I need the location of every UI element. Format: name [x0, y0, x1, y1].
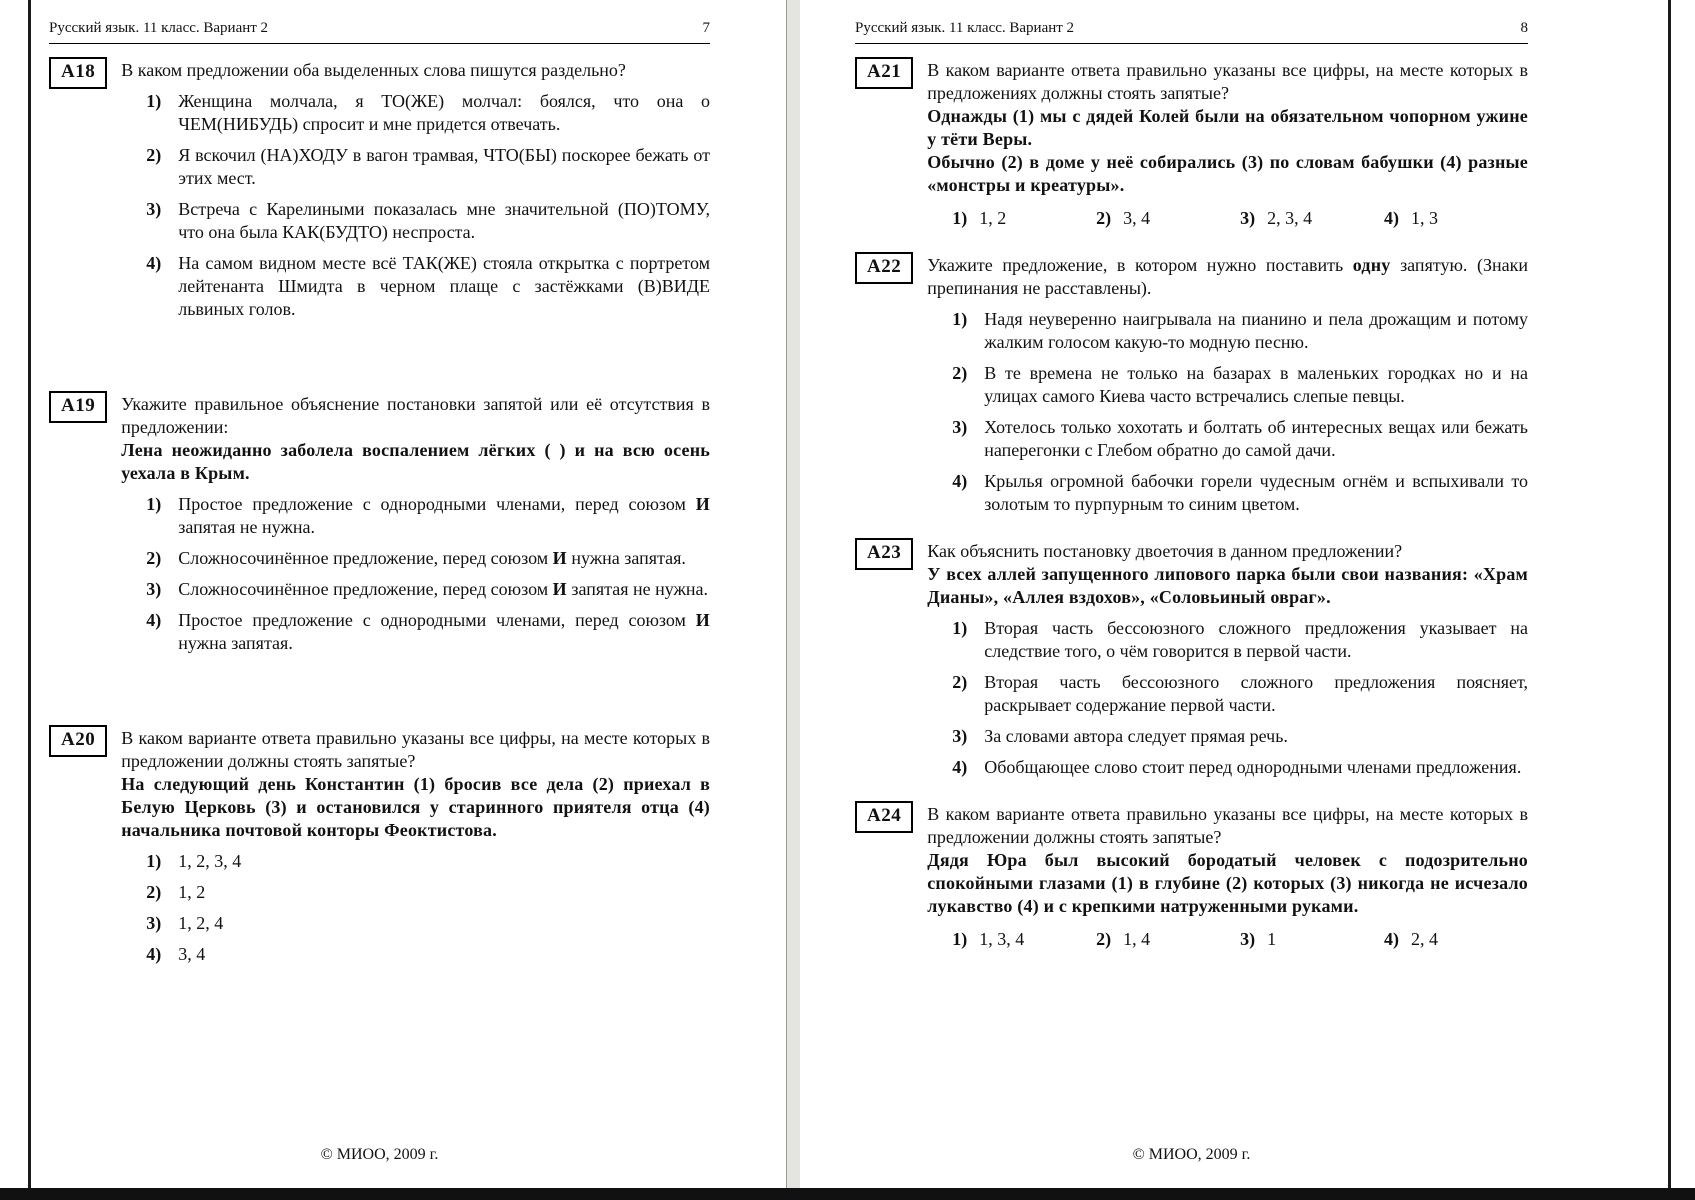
option-text	[979, 207, 1006, 230]
text-run: Сложносочинённое предложение, перед союзом	[178, 579, 553, 599]
option-text	[178, 493, 710, 539]
text-run: 2, 3, 4	[1267, 208, 1313, 228]
page-footer: © МИОО, 2009 г.	[320, 1146, 439, 1163]
option-text	[178, 547, 710, 570]
option-text	[178, 850, 710, 873]
text-run: 1, 3, 4	[979, 929, 1025, 949]
option-item	[1096, 207, 1240, 230]
option-text	[984, 308, 1528, 354]
option-number: 2)	[146, 145, 162, 165]
option-text	[984, 671, 1528, 717]
text-run: 1, 3	[1411, 208, 1439, 228]
question-block	[855, 803, 1528, 951]
question-paragraph	[121, 727, 710, 773]
option-text	[984, 416, 1528, 462]
question-paragraph	[927, 540, 1528, 563]
text-run: Обобщающее слово стоит перед однородными членами предложения.	[984, 757, 1522, 777]
question-block	[855, 254, 1528, 516]
question-label: А24	[855, 801, 913, 833]
question-paragraph	[927, 59, 1528, 105]
text-run: В каком варианте ответа правильно указаны все цифры, на месте которых в предложении должны стоять запятые?	[927, 804, 1528, 847]
text-run: Вторая часть бессоюзного сложного предложения указывает на следствие того, о чём говорится в первой части.	[984, 618, 1528, 661]
text-run: 1, 2, 3, 4	[178, 851, 242, 871]
question-label: А19	[49, 391, 107, 423]
option-item	[121, 547, 710, 570]
option-number: 1)	[146, 91, 162, 111]
option-item	[121, 850, 710, 873]
question-paragraph	[927, 151, 1528, 197]
option-item	[1096, 928, 1240, 951]
option-number: 3)	[1240, 208, 1256, 228]
option-item	[1384, 207, 1528, 230]
option-item	[121, 252, 710, 321]
question-block	[49, 393, 710, 655]
option-number: 2)	[1096, 208, 1112, 228]
header-title: Русский язык. 11 класс. Вариант 2	[49, 20, 269, 36]
option-number: 4)	[1384, 208, 1400, 228]
option-number: 2)	[952, 672, 968, 692]
text-run: Встреча с Карелиными показалась мне значительной (ПО)ТОМУ, что она была КАК(БУДТО) неспроста.	[178, 199, 710, 242]
options-list	[927, 308, 1528, 516]
question-label: А22	[855, 252, 913, 284]
option-number: 3)	[1240, 929, 1256, 949]
text-run: В каком варианте ответа правильно указаны все цифры, на месте которых в предложениях должны стоять запятые?	[927, 60, 1528, 103]
option-text	[1267, 928, 1276, 951]
text-run: Как объяснить постановку двоеточия в данном предложении?	[927, 541, 1403, 561]
option-item	[121, 609, 710, 655]
text-run: Вторая часть бессоюзного сложного предложения поясняет, раскрывает содержание первой части.	[984, 672, 1528, 715]
option-text	[979, 928, 1024, 951]
bold-run: Обычно (2) в доме у неё собирались (3) по словам бабушки (4) разные «монстры и креатуры».	[927, 152, 1528, 195]
option-number: 1)	[952, 618, 968, 638]
option-item	[121, 578, 710, 601]
option-text	[984, 362, 1528, 408]
option-number: 1)	[952, 309, 968, 329]
bold-run: И	[695, 610, 710, 630]
options-list	[927, 617, 1528, 779]
page-number: 8	[1520, 20, 1528, 36]
option-item	[1240, 207, 1384, 230]
scan-bottom-strip	[0, 1188, 1695, 1200]
options-list	[927, 928, 1528, 951]
option-item	[121, 912, 710, 935]
option-text	[1411, 928, 1438, 951]
text-run: запятая не нужна.	[178, 517, 315, 537]
question-body	[927, 59, 1528, 230]
question-label: А23	[855, 538, 913, 570]
option-text	[1123, 928, 1150, 951]
text-run: 3, 4	[1123, 208, 1151, 228]
option-item	[121, 90, 710, 136]
option-number: 4)	[146, 944, 162, 964]
text-run: запятая не нужна.	[566, 579, 709, 599]
text-run: 2, 4	[1411, 929, 1439, 949]
question-paragraph	[121, 59, 710, 82]
options-list	[121, 90, 710, 321]
bold-run: И	[552, 579, 567, 599]
questions-container	[855, 59, 1528, 951]
question-block	[49, 59, 710, 321]
page-footer: © МИОО, 2009 г.	[1132, 1146, 1251, 1163]
text-run: Простое предложение с однородными членами, перед союзом	[178, 494, 696, 514]
option-text	[178, 912, 710, 935]
question-block	[855, 540, 1528, 779]
option-item	[927, 470, 1528, 516]
question-label: А18	[49, 57, 107, 89]
question-body	[927, 540, 1528, 779]
option-item	[927, 362, 1528, 408]
page-8	[800, 0, 1668, 1188]
text-run: В каком варианте ответа правильно указаны все цифры, на месте которых в предложении должны стоять запятые?	[121, 728, 710, 771]
option-number: 2)	[146, 882, 162, 902]
option-number: 4)	[146, 253, 162, 273]
option-item	[1384, 928, 1528, 951]
option-number: 1)	[952, 208, 968, 228]
question-body	[121, 393, 710, 655]
text-run: Сложносочинённое предложение, перед союзом	[178, 548, 553, 568]
option-item	[927, 756, 1528, 779]
question-paragraph	[121, 393, 710, 439]
bold-run: И	[695, 494, 710, 514]
option-number: 3)	[146, 913, 162, 933]
question-body	[121, 59, 710, 321]
page-header	[855, 20, 1528, 44]
option-number: 3)	[146, 199, 162, 219]
text-run: нужна запятая.	[178, 633, 293, 653]
options-list	[927, 207, 1528, 230]
option-item	[121, 198, 710, 244]
option-item	[1240, 928, 1384, 951]
question-block	[855, 59, 1528, 230]
page-header	[49, 20, 710, 44]
option-number: 3)	[146, 579, 162, 599]
option-text	[178, 252, 710, 321]
text-run: нужна запятая.	[566, 548, 686, 568]
text-run: За словами автора следует прямая речь.	[984, 726, 1288, 746]
text-run: Надя неуверенно наигрывала на пианино и пела дрожащим и потому жалким голосом какую-то модную песню.	[984, 309, 1528, 352]
header-title: Русский язык. 11 класс. Вариант 2	[855, 20, 1075, 36]
option-text	[178, 144, 710, 190]
question-body	[927, 803, 1528, 951]
option-item	[952, 207, 1096, 230]
question-label: А20	[49, 725, 107, 757]
question-paragraph	[121, 439, 710, 485]
bold-run: У всех аллей запущенного липового парка были свои названия: «Храм Дианы», «Аллея вздохов», «Соловьиный овраг».	[927, 564, 1528, 607]
options-list	[121, 850, 710, 966]
text-run: Я вскочил (НА)ХОДУ в вагон трамвая, ЧТО(БЫ) поскорее бежать от этих мест.	[178, 145, 710, 188]
option-text	[178, 578, 710, 601]
option-item	[121, 881, 710, 904]
option-number: 2)	[146, 548, 162, 568]
text-run: В каком предложении оба выделенных слова пишутся раздельно?	[121, 60, 626, 80]
text-run: Женщина молчала, я ТО(ЖЕ) молчал: боялся, что она о ЧЕМ(НИБУДЬ) спросит и мне придется отвечать.	[178, 91, 710, 134]
page-number: 7	[702, 20, 710, 36]
question-paragraph	[927, 254, 1528, 300]
option-number: 1)	[146, 851, 162, 871]
option-item	[927, 308, 1528, 354]
option-number: 4)	[1384, 929, 1400, 949]
text-run: запятую. (Знаки препинания не расставлены).	[927, 255, 1528, 298]
option-text	[984, 756, 1528, 779]
question-body	[927, 254, 1528, 516]
text-run: Простое предложение с однородными членами, перед союзом	[178, 610, 696, 630]
question-paragraph	[927, 849, 1528, 918]
option-item	[952, 928, 1096, 951]
option-text	[178, 90, 710, 136]
option-item	[121, 943, 710, 966]
question-block	[49, 727, 710, 966]
options-list	[121, 493, 710, 655]
text-run: Укажите предложение, в котором нужно поставить	[927, 255, 1353, 275]
option-number: 4)	[146, 610, 162, 630]
bold-run: И	[552, 548, 567, 568]
option-item	[927, 416, 1528, 462]
option-item	[927, 617, 1528, 663]
text-run: Укажите правильное объяснение постановки запятой или её отсутствия в предложении:	[121, 394, 710, 437]
bold-run: На следующий день Константин (1) бросив все дела (2) приехал в Белую Церковь (3) и остановился у старинного приятеля отца (4) начальника почтовой конторы Феоктистова.	[121, 774, 710, 840]
option-item	[121, 144, 710, 190]
bold-run: Дядя Юра был высокий бородатый человек с подозрительно спокойными глазами (1) в глубине (2) которых (3) никогда не исчезало лукавство (4) и с крепкими натруженными руками.	[927, 850, 1528, 916]
question-label: А21	[855, 57, 913, 89]
text-run: 1, 2, 4	[178, 913, 224, 933]
text-run: 3, 4	[178, 944, 206, 964]
question-body	[121, 727, 710, 966]
option-text	[984, 617, 1528, 663]
option-text	[984, 725, 1528, 748]
text-run: 1	[1267, 929, 1277, 949]
option-number: 4)	[952, 757, 968, 777]
option-text	[178, 881, 710, 904]
text-run: На самом видном месте всё ТАК(ЖЕ) стояла открытка с портретом лейтенанта Шмидта в черном плаще с застёжками (В)ВИДЕ львиных голов.	[178, 253, 710, 319]
option-item	[927, 671, 1528, 717]
option-text	[178, 943, 710, 966]
question-paragraph	[927, 563, 1528, 609]
text-run: В те времена не только на базарах в маленьких городках но и на улицах самого Киева часто встречались слепые певцы.	[984, 363, 1528, 406]
question-paragraph	[927, 803, 1528, 849]
option-text	[178, 609, 710, 655]
option-number: 4)	[952, 471, 968, 491]
option-number: 2)	[1096, 929, 1112, 949]
option-number: 2)	[952, 363, 968, 383]
option-text	[984, 470, 1528, 516]
option-item	[121, 493, 710, 539]
scan-edge-right	[1668, 0, 1671, 1188]
text-run: 1, 4	[1123, 929, 1151, 949]
option-number: 1)	[952, 929, 968, 949]
option-text	[178, 198, 710, 244]
text-run: Крылья огромной бабочки горели чудесным огнём и вспыхивали то золотым то пурпурным то синим цветом.	[984, 471, 1528, 514]
option-text	[1123, 207, 1150, 230]
text-run: Хотелось только хохотать и болтать об интересных вещах или бежать наперегонки с Глебом обратно до самой дачи.	[984, 417, 1528, 460]
page-7	[31, 0, 786, 1188]
questions-container	[49, 59, 710, 966]
bold-run: Лена неожиданно заболела воспалением лёгких ( ) и на всю осень уехала в Крым.	[121, 440, 710, 483]
question-paragraph	[927, 105, 1528, 151]
bold-run: Однажды (1) мы с дядей Колей были на обязательном чопорном ужине у тёти Веры.	[927, 106, 1528, 149]
text-run: 1, 2	[178, 882, 206, 902]
option-number: 3)	[952, 417, 968, 437]
option-text	[1267, 207, 1312, 230]
option-number: 3)	[952, 726, 968, 746]
text-run: 1, 2	[979, 208, 1007, 228]
option-item	[927, 725, 1528, 748]
bold-run: одну	[1352, 255, 1391, 275]
option-text	[1411, 207, 1438, 230]
option-number: 1)	[146, 494, 162, 514]
question-paragraph	[121, 773, 710, 842]
